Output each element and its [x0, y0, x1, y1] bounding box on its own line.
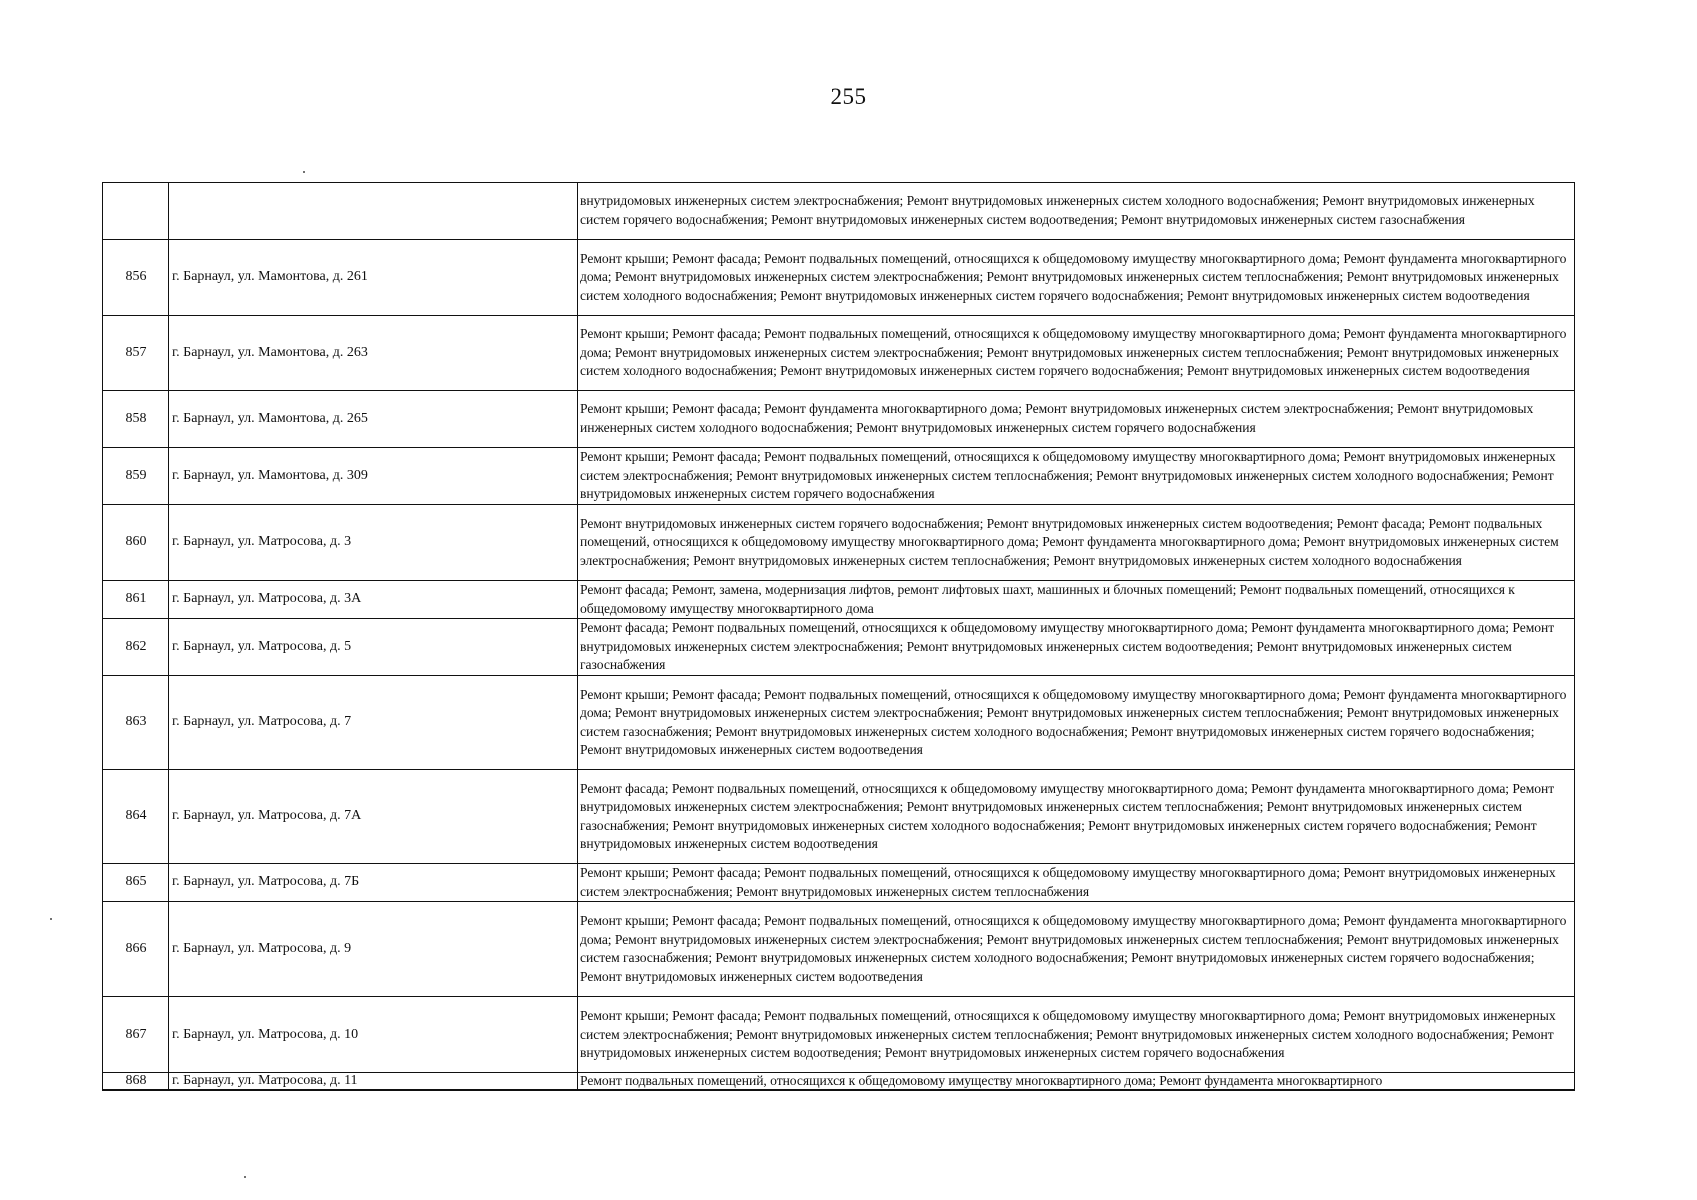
row-works: Ремонт крыши; Ремонт фасада; Ремонт подвальных помещений, относящихся к общедомовому имуществу многоквартирного дома; Ремонт внутридомовых инженерных систем электроснабжения; Ремонт внутридомовых инженерных систем теплоснабжения: [578, 864, 1575, 902]
table-row: [103, 448, 1575, 505]
row-address: г. Барнаул, ул. Матросова, д. 7А: [169, 770, 578, 864]
row-number: 864: [103, 770, 169, 864]
scan-speck: [303, 171, 305, 173]
table-row: [103, 581, 1575, 619]
table-row: [103, 864, 1575, 902]
row-number: 867: [103, 997, 169, 1073]
table-row: [103, 391, 1575, 448]
page-number: 255: [830, 84, 867, 109]
row-number: 857: [103, 316, 169, 391]
table-row: [103, 316, 1575, 391]
row-address: г. Барнаул, ул. Матросова, д. 7: [169, 676, 578, 770]
table-row: [103, 505, 1575, 581]
scan-speck: [50, 918, 52, 920]
row-number: 862: [103, 619, 169, 676]
row-works: [578, 1073, 1575, 1091]
row-works: Ремонт фасада; Ремонт подвальных помещений, относящихся к общедомовому имуществу многоквартирного дома; Ремонт фундамента многоквартирного дома; Ремонт внутридомовых инженерных систем электроснабжения; Ремонт внутридомовых инженерных систем теплоснабжения; Ремонт внутридомовых инженерных систем газоснабжения; Ремонт внутридомовых инженерных систем холодного водоснабжения; Ремонт внутридомовых инженерных систем горячего водоснабжения; Ремонт внутридомовых инженерных систем водоотведения: [578, 770, 1575, 864]
row-address: [169, 183, 578, 240]
row-works: Ремонт крыши; Ремонт фасада; Ремонт подвальных помещений, относящихся к общедомовому имуществу многоквартирного дома; Ремонт фундамента многоквартирного дома; Ремонт внутридомовых инженерных систем электроснабжения; Ремонт внутридомовых инженерных систем теплоснабжения; Ремонт внутридомовых инженерных систем газоснабжения; Ремонт внутридомовых инженерных систем холодного водоснабжения; Ремонт внутридомовых инженерных систем горячего водоснабжения; Ремонт внутридомовых инженерных систем водоотведения: [578, 902, 1575, 997]
row-address: г. Барнаул, ул. Матросова, д. 11: [169, 1073, 578, 1091]
row-works: Ремонт крыши; Ремонт фасада; Ремонт подвальных помещений, относящихся к общедомовому имуществу многоквартирного дома; Ремонт фундамента многоквартирного дома; Ремонт внутридомовых инженерных систем электроснабжения; Ремонт внутридомовых инженерных систем теплоснабжения; Ремонт внутридомовых инженерных систем газоснабжения; Ремонт внутридомовых инженерных систем холодного водоснабжения; Ремонт внутридомовых инженерных систем горячего водоснабжения; Ремонт внутридомовых инженерных систем водоотведения: [578, 676, 1575, 770]
row-number: 859: [103, 448, 169, 505]
table-row: [103, 240, 1575, 316]
row-number: 861: [103, 581, 169, 619]
row-works: Ремонт внутридомовых инженерных систем горячего водоснабжения; Ремонт внутридомовых инженерных систем водоотведения; Ремонт фасада; Ремонт подвальных помещений, относящихся к общедомовому имуществу многоквартирного дома; Ремонт фундамента многоквартирного дома; Ремонт внутридомовых инженерных систем электроснабжения; Ремонт внутридомовых инженерных систем теплоснабжения; Ремонт внутридомовых инженерных систем холодного водоснабжения: [578, 505, 1575, 581]
row-works: Ремонт крыши; Ремонт фасада; Ремонт подвальных помещений, относящихся к общедомовому имуществу многоквартирного дома; Ремонт внутридомовых инженерных систем электроснабжения; Ремонт внутридомовых инженерных систем теплоснабжения; Ремонт внутридомовых инженерных систем холодного водоснабжения; Ремонт внутридомовых инженерных систем водоотведения; Ремонт внутридомовых инженерных систем горячего водоснабжения: [578, 997, 1575, 1073]
row-address: г. Барнаул, ул. Матросова, д. 5: [169, 619, 578, 676]
row-works: Ремонт крыши; Ремонт фасада; Ремонт фундамента многоквартирного дома; Ремонт внутридомовых инженерных систем электроснабжения; Ремонт внутридомовых инженерных систем холодного водоснабжения; Ремонт внутридомовых инженерных систем горячего водоснабжения: [578, 391, 1575, 448]
row-number: 858: [103, 391, 169, 448]
row-address: г. Барнаул, ул. Матросова, д. 10: [169, 997, 578, 1073]
table-row: [103, 1073, 1575, 1091]
table-row: [103, 997, 1575, 1073]
row-works: Ремонт крыши; Ремонт фасада; Ремонт подвальных помещений, относящихся к общедомовому имуществу многоквартирного дома; Ремонт фундамента многоквартирного дома; Ремонт внутридомовых инженерных систем электроснабжения; Ремонт внутридомовых инженерных систем теплоснабжения; Ремонт внутридомовых инженерных систем холодного водоснабжения; Ремонт внутридомовых инженерных систем горячего водоснабжения; Ремонт внутридомовых инженерных систем водоотведения: [578, 316, 1575, 391]
table-row: [103, 619, 1575, 676]
scan-speck: [244, 1176, 246, 1178]
row-works: внутридомовых инженерных систем электроснабжения; Ремонт внутридомовых инженерных систем холодного водоснабжения; Ремонт внутридомовых инженерных систем горячего водоснабжения; Ремонт внутридомовых инженерных систем водоотведения; Ремонт внутридомовых инженерных систем газоснабжения: [578, 183, 1575, 240]
row-number: 865: [103, 864, 169, 902]
table-row: [103, 676, 1575, 770]
row-number: [103, 183, 169, 240]
row-works: Ремонт фасада; Ремонт подвальных помещений, относящихся к общедомовому имуществу многоквартирного дома; Ремонт фундамента многоквартирного дома; Ремонт внутридомовых инженерных систем электроснабжения; Ремонт внутридомовых инженерных систем водоотведения; Ремонт внутридомовых инженерных систем газоснабжения: [578, 619, 1575, 676]
repair-works-table: [102, 182, 1575, 1091]
row-number: 860: [103, 505, 169, 581]
row-works-text: Ремонт подвальных помещений, относящихся к общедомовому имуществу многоквартирного дома; Ремонт фундамента многоквартирного: [580, 1073, 1383, 1089]
row-number: 856: [103, 240, 169, 316]
table-row: [103, 770, 1575, 864]
table-row: [103, 183, 1575, 240]
table-row: [103, 902, 1575, 997]
row-works: Ремонт крыши; Ремонт фасада; Ремонт подвальных помещений, относящихся к общедомовому имуществу многоквартирного дома; Ремонт фундамента многоквартирного дома; Ремонт внутридомовых инженерных систем электроснабжения; Ремонт внутридомовых инженерных систем теплоснабжения; Ремонт внутридомовых инженерных систем холодного водоснабжения; Ремонт внутридомовых инженерных систем горячего водоснабжения; Ремонт внутридомовых инженерных систем водоотведения: [578, 240, 1575, 316]
row-address: г. Барнаул, ул. Матросова, д. 3: [169, 505, 578, 581]
row-address: г. Барнаул, ул. Мамонтова, д. 263: [169, 316, 578, 391]
row-number: 863: [103, 676, 169, 770]
row-address: г. Барнаул, ул. Матросова, д. 7Б: [169, 864, 578, 902]
row-address: г. Барнаул, ул. Матросова, д. 9: [169, 902, 578, 997]
row-works: Ремонт фасада; Ремонт, замена, модернизация лифтов, ремонт лифтовых шахт, машинных и блочных помещений; Ремонт подвальных помещений, относящихся к общедомовому имуществу многоквартирного дома: [578, 581, 1575, 619]
row-address: г. Барнаул, ул. Мамонтова, д. 265: [169, 391, 578, 448]
row-address: г. Барнаул, ул. Мамонтова, д. 309: [169, 448, 578, 505]
row-number: 866: [103, 902, 169, 997]
row-number: 868: [103, 1073, 169, 1091]
row-address: г. Барнаул, ул. Матросова, д. 3А: [169, 581, 578, 619]
row-address: г. Барнаул, ул. Мамонтова, д. 261: [169, 240, 578, 316]
row-works: Ремонт крыши; Ремонт фасада; Ремонт подвальных помещений, относящихся к общедомовому имуществу многоквартирного дома; Ремонт внутридомовых инженерных систем электроснабжения; Ремонт внутридомовых инженерных систем теплоснабжения; Ремонт внутридомовых инженерных систем холодного водоснабжения; Ремонт внутридомовых инженерных систем горячего водоснабжения: [578, 448, 1575, 505]
